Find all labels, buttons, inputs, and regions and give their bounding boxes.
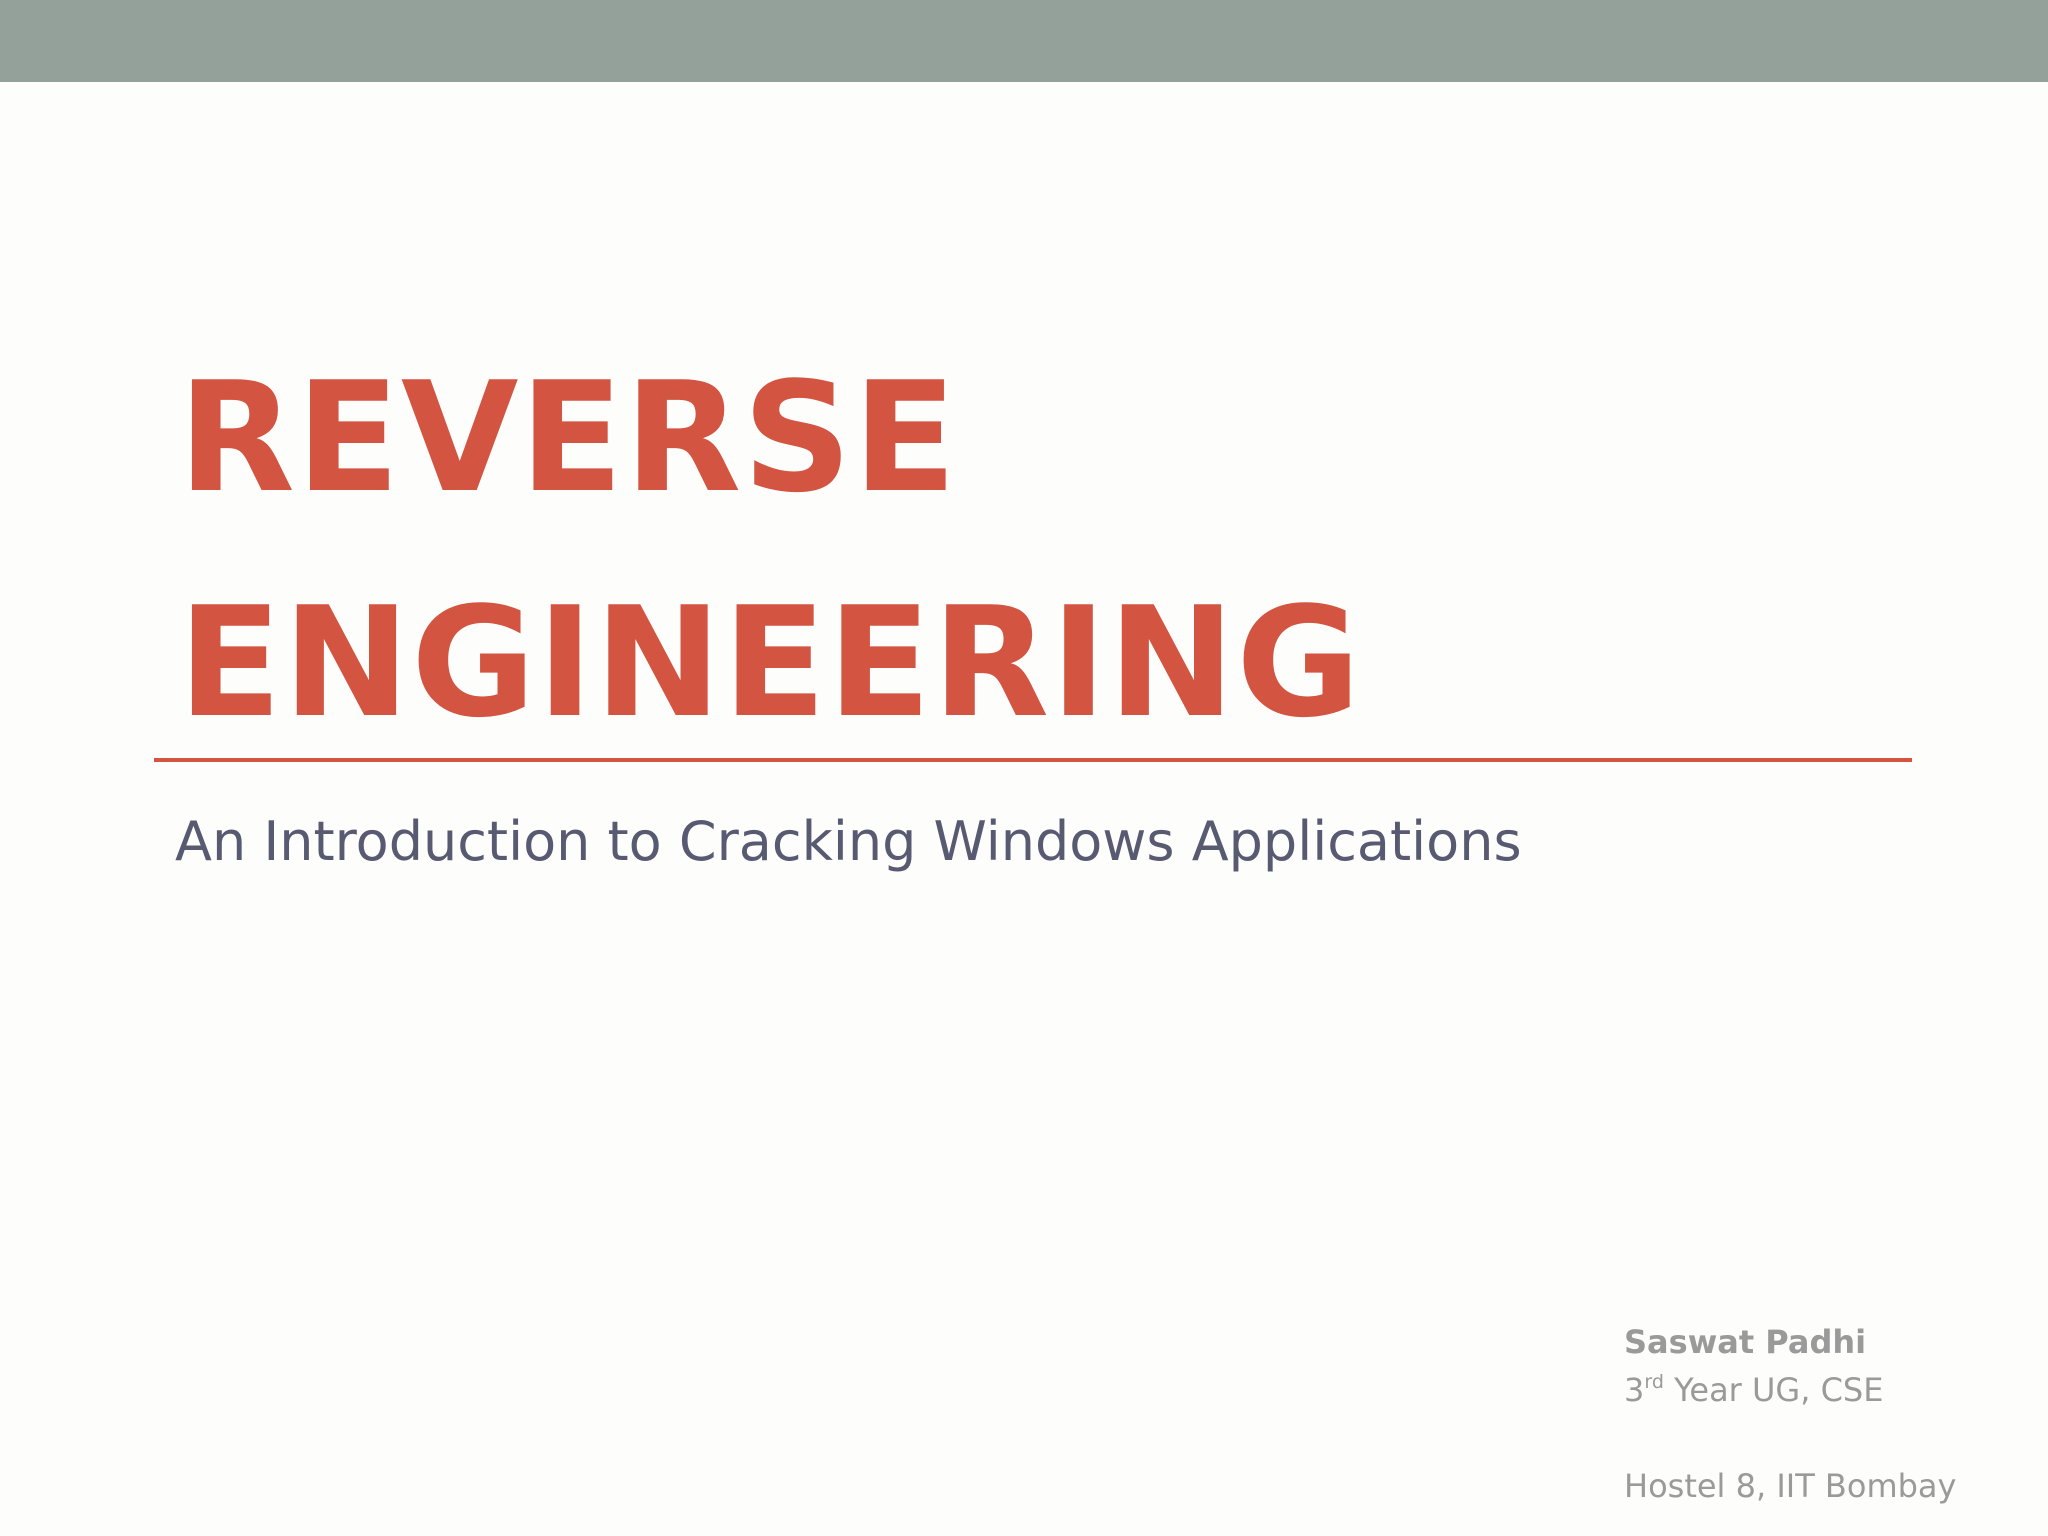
slide-subtitle: An Introduction to Cracking Windows Applications: [175, 810, 1522, 873]
year-ordinal-suffix: rd: [1644, 1371, 1664, 1393]
slide-title: [178, 325, 1678, 775]
presenter-year: [1624, 1366, 2024, 1414]
presenter-info: [1624, 1318, 2024, 1510]
title-divider: [154, 758, 1912, 762]
presenter-name: Saswat Padhi: [1624, 1323, 1867, 1361]
year-number: 3: [1624, 1371, 1645, 1409]
title-line-1: REVERSE: [178, 349, 958, 526]
title-line-2: ENGINEERING: [178, 574, 1362, 751]
presenter-affiliation: Hostel 8, IIT Bombay: [1624, 1467, 1957, 1505]
year-program: Year UG, CSE: [1663, 1371, 1884, 1409]
top-accent-bar: [0, 0, 2048, 82]
presenter-spacer: [1624, 1414, 2024, 1462]
